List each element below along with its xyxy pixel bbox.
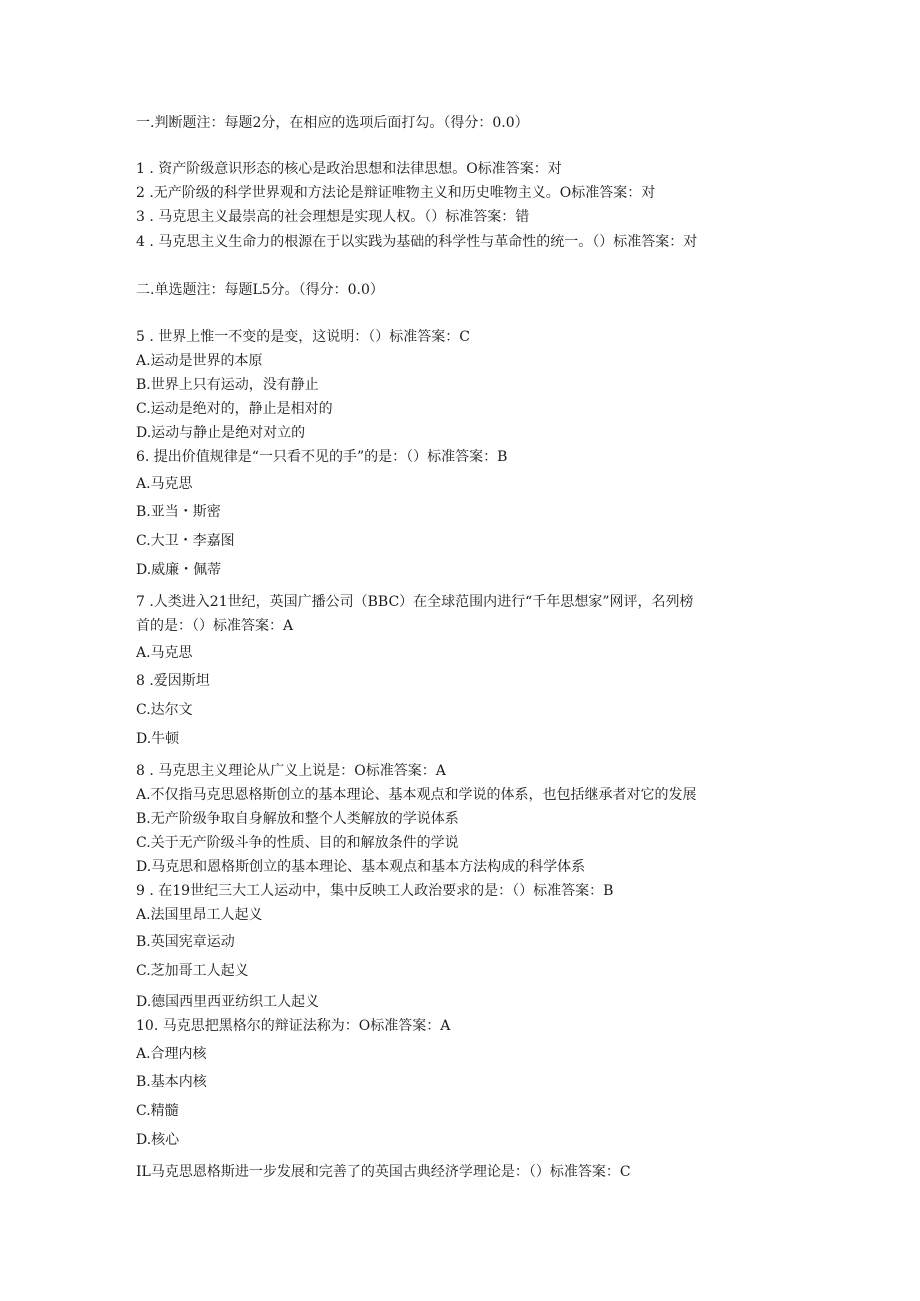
q5-option-c: C.运动是绝对的，静止是相对的 bbox=[136, 401, 333, 417]
question-11: IL马克思恩格斯进一步发展和完善了的英国古典经济学理论是：（）标准答案：C bbox=[136, 1164, 631, 1180]
q6-option-d: D.威廉・佩蒂 bbox=[136, 562, 222, 578]
q10-option-b: B.基本内核 bbox=[136, 1074, 207, 1090]
question-9: 9 . 在19世纪三大工人运动中，集中反映工人政治要求的是：（）标准答案：B bbox=[136, 883, 614, 899]
question-7-line2: 首的是：（）标准答案：A bbox=[136, 618, 294, 634]
q7-option-c: C.达尔文 bbox=[136, 702, 193, 718]
q6-option-a: A.马克思 bbox=[136, 476, 193, 492]
q7-option-b: 8 .爱因斯坦 bbox=[136, 673, 210, 689]
q10-option-a: A.合理内核 bbox=[136, 1046, 207, 1062]
question-10: 10. 马克思把黑格尔的辩证法称为：O标准答案：A bbox=[136, 1018, 451, 1034]
q7-option-d: D.牛顿 bbox=[136, 731, 180, 747]
question-2: 2 .无产阶级的科学世界观和方法论是辩证唯物主义和历史唯物主义。O标准答案：对 bbox=[136, 185, 656, 201]
question-3: 3 . 马克思主义最崇高的社会理想是实现人权。（）标准答案：错 bbox=[136, 209, 530, 225]
q9-option-c: C.芝加哥工人起义 bbox=[136, 963, 249, 979]
question-6: 6. 提出价值规律是“一只看不见的手”的是：（）标准答案：B bbox=[136, 449, 508, 465]
q5-option-b: B.世界上只有运动，没有静止 bbox=[136, 377, 319, 393]
q5-option-a: A.运动是世界的本原 bbox=[136, 353, 263, 369]
q8-option-c: C.关于无产阶级斗争的性质、目的和解放条件的学说 bbox=[136, 835, 459, 851]
question-5: 5 . 世界上惟一不变的是变，这说明：（）标准答案：C bbox=[136, 329, 470, 345]
q9-option-d: D.德国西里西亚纺织工人起义 bbox=[136, 994, 320, 1010]
q5-option-d: D.运动与静止是绝对对立的 bbox=[136, 425, 306, 441]
q10-option-d: D.核心 bbox=[136, 1132, 180, 1148]
section2-heading: 二.单选题注：每题L5分。（得分：0.0） bbox=[136, 282, 384, 298]
q6-option-c: C.大卫・李嘉图 bbox=[136, 533, 235, 549]
section1-heading: 一.判断题注：每题2分，在相应的选项后面打勾。（得分：0.0） bbox=[136, 115, 529, 131]
q7-option-a: A.马克思 bbox=[136, 645, 193, 661]
q9-option-b: B.英国宪章运动 bbox=[136, 934, 235, 950]
q8-option-d: D.马克思和恩格斯创立的基本理论、基本观点和基本方法构成的科学体系 bbox=[136, 859, 586, 875]
q8-option-b: B.无产阶级争取自身解放和整个人类解放的学说体系 bbox=[136, 811, 459, 827]
question-1: 1 . 资产阶级意识形态的核心是政治思想和法律思想。O标准答案：对 bbox=[136, 161, 562, 177]
q9-option-a: A.法国里昂工人起义 bbox=[136, 907, 263, 923]
q10-option-c: C.精髓 bbox=[136, 1103, 179, 1119]
question-4: 4 . 马克思主义生命力的根源在于以实践为基础的科学性与革命性的统一。（）标准答案：对 bbox=[136, 234, 698, 250]
question-8: 8 . 马克思主义理论从广义上说是：O标准答案：A bbox=[136, 763, 446, 779]
q6-option-b: B.亚当・斯密 bbox=[136, 504, 221, 520]
q8-option-a: A.不仅指马克思恩格斯创立的基本理论、基本观点和学说的体系，也包括继承者对它的发展 bbox=[136, 787, 697, 803]
question-7-line1: 7 .人类进入21世纪，英国广播公司（BBC）在全球范围内进行“千年思想家”网评，名列榜 bbox=[136, 594, 694, 610]
